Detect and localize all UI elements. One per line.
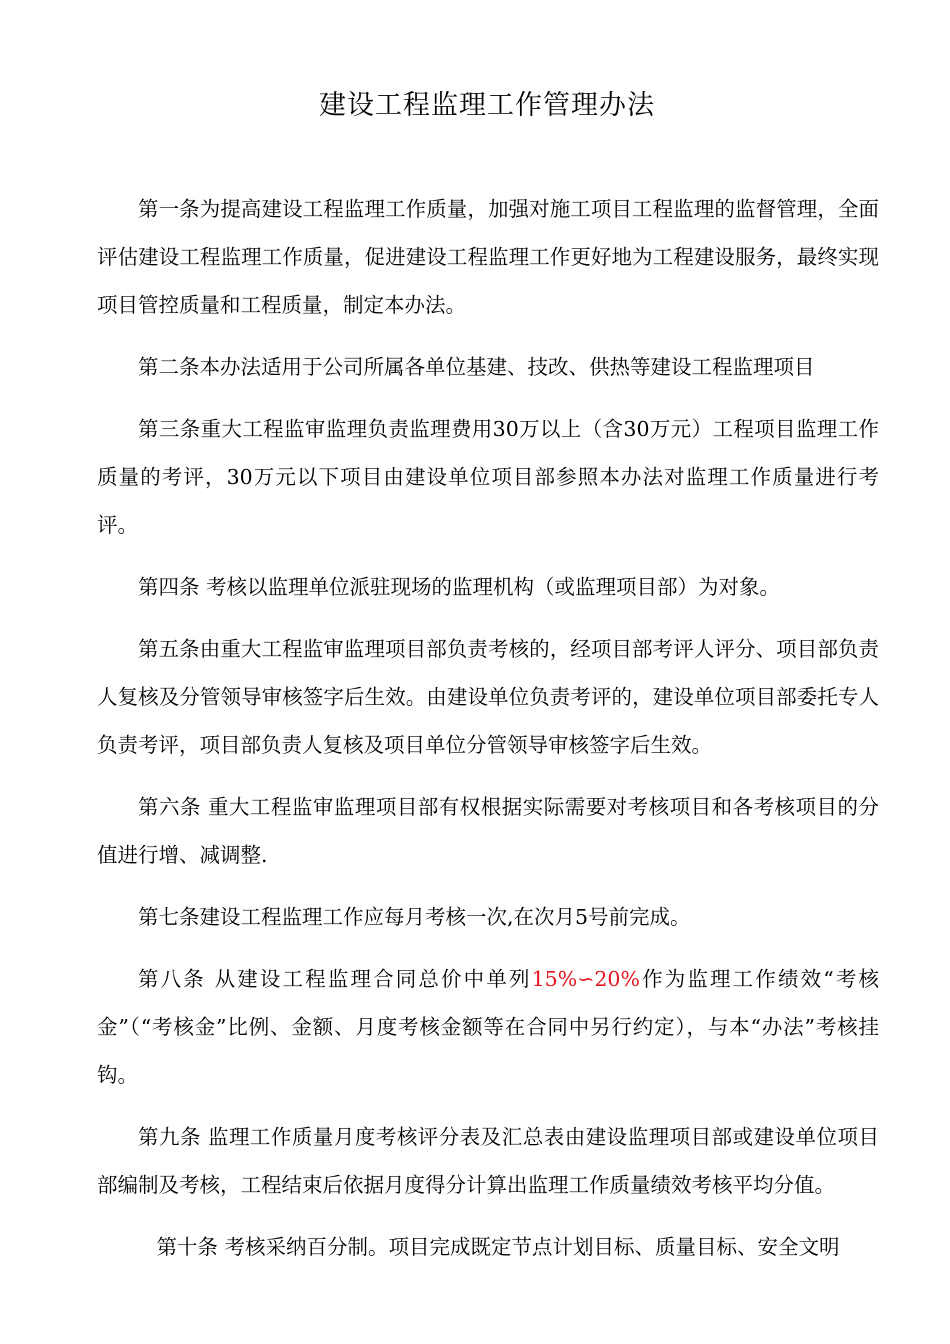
article-4: 第四条 考核以监理单位派驻现场的监理机构（或监理项目部）为对象。 <box>138 575 781 599</box>
article-2: 第二条本办法适用于公司所属各单位基建、技改、供热等建设工程监理项目 <box>138 355 815 379</box>
article-10: 第十条 考核采纳百分制。项目完成既定节点计划目标、质量目标、安全文明 <box>156 1235 840 1259</box>
article-1: 第一条为提高建设工程监理工作质量，加强对施工项目工程监理的监督管理，全面评估建设工程监理工作质量，促进建设工程监理工作更好地为工程建设服务，最终实现项目管控质量和工程质量，制定本办法。 <box>97 197 879 317</box>
document-body <box>97 185 879 1285</box>
article-6: 第六条 重大工程监审监理项目部有权根据实际需要对考核项目和各考核项目的分值进行增、减调整. <box>97 795 879 867</box>
article-3: 第三条重大工程监审监理负责监理费用30万以上（含30万元）工程项目监理工作质量的考评，30万元以下项目由建设单位项目部参照本办法对监理工作质量进行考评。 <box>97 417 879 537</box>
article-8-percentage-highlight: 15%∽20% <box>531 967 640 991</box>
article-8-before: 第八条 从建设工程监理合同总价中单列 <box>138 967 532 991</box>
article-9: 第九条 监理工作质量月度考核评分表及汇总表由建设监理项目部或建设单位项目部编制及考核，工程结束后依据月度得分计算出监理工作质量绩效考核平均分值。 <box>97 1125 879 1197</box>
article-8-after: 作为监理工作绩效“考核金”（“考核金”比例、金额、月度考核金额等在合同中另行约定），与本“办法”考核挂钩。 <box>97 967 880 1087</box>
article-7: 第七条建设工程监理工作应每月考核一次,在次月5号前完成。 <box>138 905 691 929</box>
document-title: 建设工程监理工作管理办法 <box>319 90 655 121</box>
article-5: 第五条由重大工程监审监理项目部负责考核的，经项目部考评人评分、项目部负责人复核及分管领导审核签字后生效。由建设单位负责考评的，建设单位项目部委托专人负责考评，项目部负责人复核及项目单位分管领导审核签字后生效。 <box>97 637 879 757</box>
article-8 <box>97 955 879 1099</box>
